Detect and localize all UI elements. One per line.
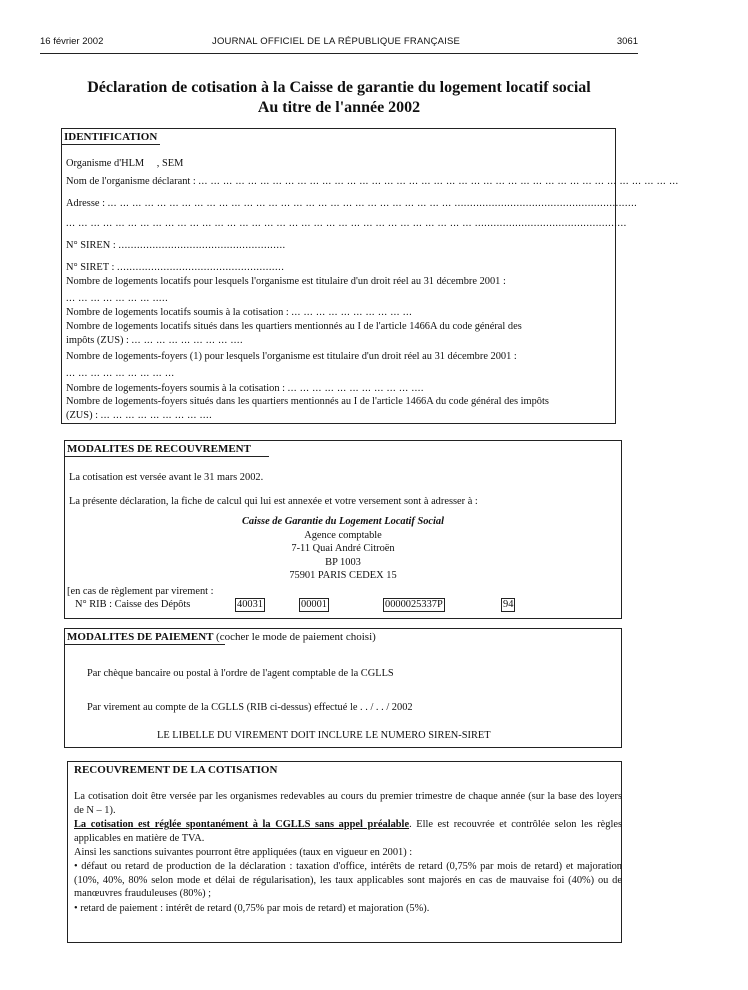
organisme-hlm-label: Organisme d'HLM [66, 158, 145, 169]
q1-field[interactable]: ... ... ... ... ... ... ... ..... [66, 293, 169, 304]
q1-label: Nombre de logements locatifs pour lesquels l'organisme est titulaire d'un droit réel au 31 décembre 2001 : [66, 276, 506, 287]
rib-label: N° RIB : Caisse des Dépôts [75, 599, 191, 610]
q3-label-line-2: impôts (ZUS) : [66, 335, 129, 346]
address-organisation-name: Caisse de Garantie du Logement Locatif Social [241, 516, 445, 527]
deadline-text: La cotisation est versée avant le 31 mars 2002. [69, 472, 264, 483]
paiement-section [64, 628, 622, 748]
q3-label-line-1: Nombre de logements locatifs situés dans les quartiers mentionnés au I de l'article 1466A du code général des [66, 321, 522, 332]
cotisation-paragraph-2-bold: La cotisation est réglée spontanément à la CGLLS sans appel préalable [74, 819, 410, 830]
q2-row[interactable] [66, 306, 412, 320]
siren-row[interactable] [66, 239, 286, 253]
identification-section [61, 128, 679, 424]
title-line-2: Au titre de l'année 2002 [257, 99, 421, 116]
address-line-1: Agence comptable [304, 529, 382, 541]
siren-field[interactable]: ...................................................... [118, 240, 286, 251]
identification-header: IDENTIFICATION [64, 131, 158, 143]
q6-label-line-2: (ZUS) : [66, 410, 99, 421]
identification-header-rule [62, 144, 160, 145]
payment-option-virement[interactable]: Par virement au compte de la CGLLS (RIB ci-dessus) effectué le . . / . . / 2002 [87, 702, 413, 713]
paiement-header-title: MODALITES DE PAIEMENT [67, 631, 214, 643]
adresse-field[interactable]: ... ... ... ... ... ... ... ... ... ... ... ... ... ... ... ... ... ... ... ... ... ... ... ... ... ... ... ... ........................................................... [107, 198, 638, 209]
rib-cle: 94 [503, 599, 514, 610]
q6-label-line-1: Nombre de logements-foyers situés dans les quartiers mentionnés au I de l'article 1466A du code général des impôts [66, 396, 549, 407]
cotisation-paragraph-1: La cotisation doit être versée par les organismes redevables au cours du premier trimestre de chaque année (sur la base des loyers de N – 1). [74, 791, 622, 816]
q5-label: Nombre de logements-foyers soumis à la cotisation : [66, 383, 286, 394]
q5-field[interactable]: ... ... ... ... ... ... ... ... ... ... .... [287, 383, 424, 394]
virement-note: [en cas de règlement par virement : [67, 586, 214, 597]
cotisation-header: RECOUVREMENT DE LA COTISATION [74, 764, 278, 776]
virement-libelle-note: LE LIBELLE DU VIREMENT DOIT INCLURE LE NUMERO SIREN-SIRET [157, 730, 491, 741]
q3-row[interactable] [66, 334, 243, 348]
q4-label: Nombre de logements-foyers (1) pour lesquels l'organisme est titulaire d'un droit réel au 31 décembre 2001 : [66, 351, 517, 362]
recouvrement-section [64, 440, 622, 619]
paiement-header [67, 631, 376, 644]
recouvrement-header: MODALITES DE RECOUVREMENT [67, 443, 251, 455]
document-title [40, 78, 638, 118]
siret-label: N° SIRET : [66, 262, 115, 273]
send-to-text: La présente déclaration, la fiche de calcul qui lui est annexée et votre versement sont à adresser à : [69, 496, 478, 507]
organisme-type-row [66, 157, 183, 171]
running-head [40, 36, 638, 50]
paiement-header-note: (cocher le mode de paiement choisi) [216, 631, 376, 643]
rib-numero-compte: 0000025337P [385, 599, 443, 610]
title-line-1: Déclaration de cotisation à la Caisse de garantie du logement locatif social [87, 79, 591, 96]
address-line-3: BP 1003 [325, 556, 361, 568]
cotisation-paragraph-4: • défaut ou retard de production de la déclaration : taxation d'office, intérêts de retard (0,75% par mois de retard) et majoration (10%, 40%, 80% selon mode et délai de régularisation), les taux applicables sont majorés en cas de mauvaise foi (40%) ou de manœuvres frauduleuses (80%) ; [74, 861, 622, 900]
nom-organisme-field[interactable]: ... ... ... ... ... ... ... ... ... ... ... ... ... ... ... ... ... ... ... ... ... ... ... ... ... ... ... ... ... ... ... ... ... ... ... ... ... ... ... [198, 176, 679, 187]
cglls-address [65, 515, 621, 583]
q4-field[interactable]: ... ... ... ... ... ... ... ... ... [66, 368, 175, 379]
nom-organisme-label: Nom de l'organisme déclarant : [66, 176, 196, 187]
q5-row[interactable] [66, 382, 424, 396]
header-rule [40, 53, 638, 54]
address-line-2: 7-11 Quai André Citroën [291, 543, 395, 555]
adresse-row[interactable] [66, 197, 637, 211]
cotisation-section [67, 761, 622, 943]
rib-code-banque: 40031 [237, 599, 263, 610]
header-date: 16 février 2002 [40, 36, 104, 47]
cotisation-paragraph-2-rest: . Elle est recouvrée et contrôlée selon les règles applicables en matière de TVA. [74, 819, 623, 844]
rib-code-guichet: 00001 [301, 599, 327, 610]
siren-label: N° SIREN : [66, 240, 116, 251]
nom-organisme-row[interactable] [66, 175, 679, 189]
paiement-header-rule [65, 644, 225, 645]
header-journal-title: JOURNAL OFFICIEL DE LA RÉPUBLIQUE FRANÇAISE [212, 36, 461, 47]
siret-row[interactable] [66, 261, 284, 275]
cotisation-paragraph-5: • retard de paiement : intérêt de retard (0,75% par mois de retard) et majoration (5%). [74, 903, 430, 914]
header-page-number: 3061 [616, 36, 638, 47]
adresse-label: Adresse : [66, 198, 105, 209]
sem-label: , SEM [156, 158, 184, 169]
adresse-field-line-2[interactable]: ... ... ... ... ... ... ... ... ... ... ... ... ... ... ... ... ... ... ... ... ... ... ... ... ... ... ... ... ... ... ... ... ... ................................................. [66, 218, 627, 229]
q6-field[interactable]: ... ... ... ... ... ... ... ... .... [100, 410, 213, 421]
q2-label: Nombre de logements locatifs soumis à la cotisation : [66, 307, 289, 318]
cotisation-paragraph-3: Ainsi les sanctions suivantes pourront être appliquées (taux en vigueur en 2001) : [74, 847, 413, 858]
payment-option-cheque[interactable]: Par chèque bancaire ou postal à l'ordre de l'agent comptable de la CGLLS [87, 668, 394, 679]
address-line-4: 75901 PARIS CEDEX 15 [289, 570, 397, 582]
q6-row[interactable] [66, 409, 212, 423]
q3-field[interactable]: ... ... ... ... ... ... ... ... .... [131, 335, 244, 346]
cotisation-paragraph-2 [74, 818, 622, 845]
recouvrement-header-rule [65, 456, 269, 457]
q2-field[interactable]: ... ... ... ... ... ... ... ... ... ... [291, 307, 413, 318]
siret-field[interactable]: ...................................................... [117, 262, 285, 273]
